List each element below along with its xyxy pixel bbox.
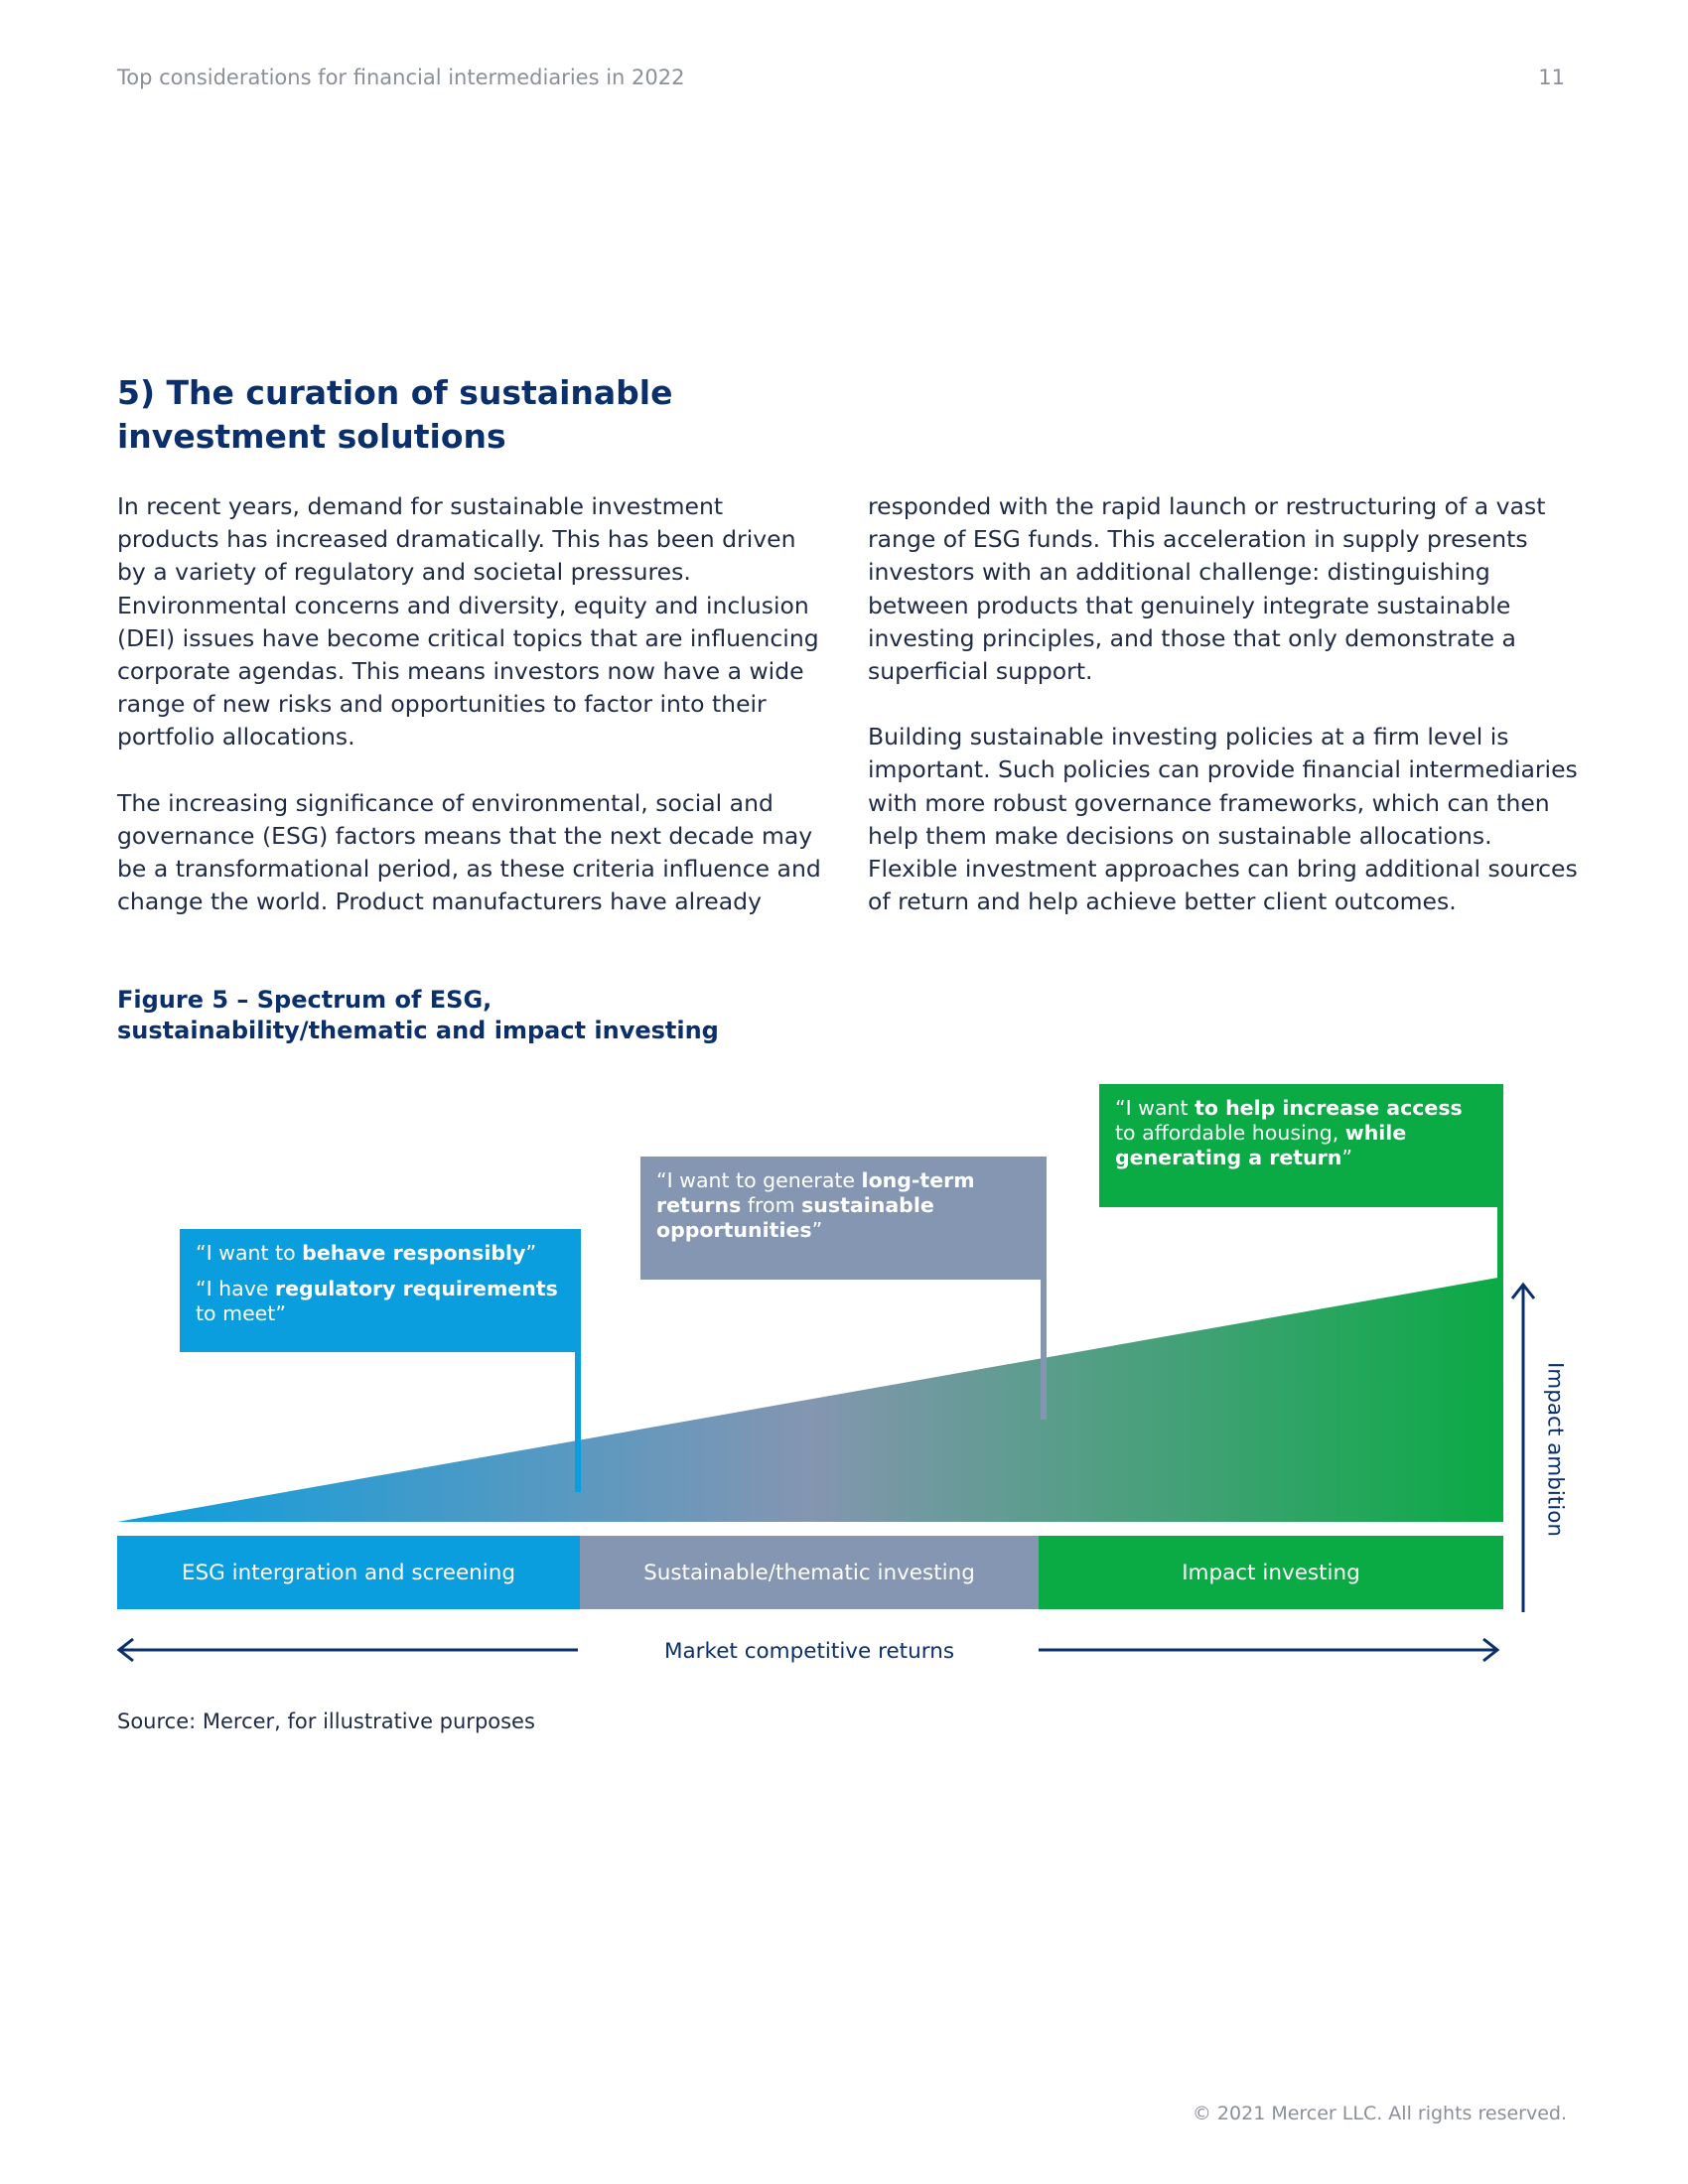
copyright: © 2021 Mercer LLC. All rights reserved.: [1192, 2103, 1567, 2124]
callout-impact-pointer: [1497, 1201, 1503, 1348]
quote-affordable-housing: “I want to help increase access to affordable housing, while generating a return”: [1115, 1096, 1463, 1169]
impact-ambition-label: Impact ambition: [1542, 1361, 1568, 1538]
callout-sustainable-pointer: [1041, 1273, 1047, 1420]
callout-impact: [1099, 1084, 1503, 1207]
band-esg-integration: ESG intergration and screening: [117, 1536, 580, 1609]
paragraph: The increasing significance of environmental, social and governance (ESG) factors means that the next decade may be a transformational period, as these criteria influence and change the world. Product manufacturers have already: [117, 788, 821, 916]
paragraph: In recent years, demand for sustainable investment products has increased dramatically. This has been driven by a variety of regulatory and societal pressures. Environmental concerns and diversity, equity and inclusion (DEI) issues have become critical topics that are influencing corporate agendas. This means investors now have a wide range of new risks and opportunities to factor into their portfolio allocations.: [117, 492, 819, 751]
returns-arrow-right: [1039, 1639, 1497, 1661]
quote-behave-responsibly: “I want to behave responsibly”: [196, 1241, 537, 1265]
impact-ambition-arrow: [1512, 1285, 1534, 1612]
callout-esg-pointer: [575, 1345, 581, 1492]
callout-esg: [180, 1229, 581, 1352]
paragraph: Building sustainable investing policies at a firm level is important. Such policies can provide financial intermediaries with more robust governance frameworks, which can then help them make decisions on sustainable allocations. Flexible investment approaches can bring additional sources of return and help achieve better client outcomes.: [868, 723, 1578, 916]
market-returns-label: Market competitive returns: [663, 1639, 955, 1664]
body-column-left: [117, 490, 824, 951]
figure-title: Figure 5 – Spectrum of ESG, sustainability/thematic and impact investing: [117, 986, 719, 1044]
quote-long-term-returns: “I want to generate long-term returns from sustainable opportunities”: [656, 1168, 975, 1242]
section-title: 5) The curation of sustainable investment solutions: [117, 373, 673, 456]
band-sustainable-thematic: Sustainable/thematic investing: [580, 1536, 1039, 1609]
running-header: Top considerations for financial intermediaries in 2022: [117, 66, 685, 89]
esg-spectrum-figure: [0, 1072, 1688, 1668]
paragraph: responded with the rapid launch or restructuring of a vast range of ESG funds. This acceleration in supply presents investors with an additional challenge: distinguishing between products that genuinely integrate sustainable investing principles, and those that only demonstrate a superficial support.: [868, 492, 1546, 686]
figure-source: Source: Mercer, for illustrative purposes: [117, 1709, 535, 1733]
quote-regulatory-requirements: “I have regulatory requirements to meet”: [196, 1277, 558, 1325]
body-column-right: [868, 490, 1583, 951]
returns-arrow-left: [119, 1639, 578, 1661]
callout-sustainable: [640, 1157, 1047, 1280]
page-number: 11: [1538, 66, 1565, 89]
band-impact-investing: Impact investing: [1039, 1536, 1503, 1609]
